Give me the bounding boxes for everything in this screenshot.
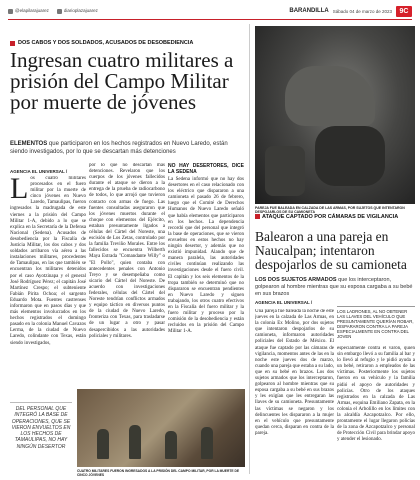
main-byline: AGENCIA EL UNIVERSAL / [10, 169, 68, 174]
photo-shape [315, 126, 385, 186]
side-byline: AGENCIA EL UNIVERSAL / [255, 300, 313, 305]
side-kicker-text: ATAQUE CAPTADO POR CÁMARAS DE VIGILANCIA [262, 214, 399, 220]
side-column-1: Una pareja fue baleada la noche de este jueves en la calzada de Las Armas, en la colonia Ex Molino, por dos sujetos que intentaron despojarlos de su camioneta, informaron autoridades policiales del Estado de México. El ataque fue captado por las cámaras de vigilancia, momentos antes de las en la noche este jueves dos de marzo, cuando una pareja que estaba a su lado, que en su bebé en brazos. Los dos sujetos armados que los interceptaron, golpearon al hombre mientras que su esposa cargaba a su bebé en sus brazos y les exigían que les entregaran las llaves de su camioneta. Presuntamente las víctimas se negaron y los delincuentes les dispararon a la mujer en el vehículo que presuntamente quedan cerca, disparan en contra de la pareja. [255, 309, 334, 436]
pull-quote: DEL PERSONAL QUE INTEGRÓ LA BASE DE OPERACIONES, QUE SE VIERON ENVUELTOS EN LOS HECHOS DE TAMAULIPAS, NO HAY NINGÚN DESERTOR [10, 402, 72, 450]
social-item [8, 8, 49, 13]
square-bullet-icon [255, 214, 260, 219]
side-headline: Balearon a una pareja en Naucalpan; intentaron despojarlos de su camioneta [255, 229, 407, 272]
photo-figure [165, 431, 177, 459]
social-handle-2: diarioplazajuarez [63, 8, 98, 14]
header-right [289, 6, 412, 17]
main-kicker [10, 40, 193, 46]
main-column-3 [168, 163, 244, 386]
section-name: BARANDILLA [289, 8, 329, 14]
main-column-1 [10, 176, 86, 386]
photo-shape [265, 146, 305, 196]
main-column-3-text: La Sedena informó que no hay dos desertores en el caso relacionado con los eléctrico que dispararon a una camioneta el pasado 26 de febrero, luego que el Comité de Derechos Humanos de Nuevo Laredo señaló que había elementos que participaron en los hechos. La dependencia recordó que del personal que integró la base de operaciones, que se vieron envueltos en estos hechos no hay ningún desertor, y además que no existió impunidad. Alando que de manera paralela, las autoridades civiles continúan realizando las investigaciones desde el fuero civil. El capitán y los seis elementos de la tropa también se determinó que no dispararon se encuentran pendientes en Nuevo Laredo y siguen trabajando, los otros cuatro efectivos en la Fiscalía del fuero militar y la fuero militar y proceso por la comisión de la desobediencia y están recluidos en la prisión del Campo Militar 1-A. [168, 177, 244, 335]
main-kicker-text: DOS CABOS Y DOS SOLDADOS, ACUSADOS DE DESOBEDIENCIA [18, 40, 194, 46]
photo-shape [285, 66, 375, 126]
side-subhead [255, 277, 415, 298]
side-subhead-lead: LOS DOS SUJETOS ARMADOS [255, 277, 337, 283]
soldiers-photo [77, 389, 245, 467]
column-divider [249, 24, 250, 474]
side-column-2: especialmente contra el varón, quien sin embargo llevó a su familia al bar y lo llevó al refugio y le pidió ayuda a un bebé, retiraron a empleados de las víctimas. Posteriormente los sujetos fueron en su vehículo y la familia pidió el apoyo de autoridades y policías. Otro de los ataques registrados en la calzada de Las Armas, esquina Emiliano Zapata, en la colonia el Arbolillo en los límites con la alcaldía Azcapotzalco. Por ello, prontamente el lugar llegaron policías de la zona de Azcapotzalco y personal de Protección Civil para brindar apoyo y atender el lesionado. [337, 346, 415, 443]
side-kicker [255, 214, 415, 221]
photo-figure [129, 425, 141, 459]
surveillance-photo [255, 26, 415, 204]
header-rule [8, 19, 412, 20]
social-item [57, 8, 98, 13]
social-handle-1: @elapilarajuarez [15, 8, 49, 14]
side-subhead-rest: que los interceptaron, golpearon al hombre mientras que su esposa cargaba a su bebé en sus brazos [255, 277, 413, 297]
column-subtitle: NO HAY DESERTORES, DICE LA SEDENA [168, 163, 244, 175]
main-column-2: por lo que no descartan más detenciones. Revelaron que los cuerpos de los jóvenes fallecidos durante el ataque se dieron a la entrega de la prueba de radiocarbono de todos, lo que arrojó que tuvieron contacto con armas de fuego. Las fuentes consultadas aseguraron que los jóvenes muertos durante el choque con elementos del Ejército, estaban presuntamente ligados a células del Cártel del Noreste, una escisión de Los Zetas, controlado por la familia Treviño Morales. Entre los fallecidos se encuentra Wilberth Maya Estrada "Comandante Willy" o "El Pollo", quien contaba con antecedentes penales con Antonio Treyo y se desempeñaba como sicario del Cártel del Noreste. De acuerdo con investigaciones federales, células del Cártel del Noreste tendrían conflictos armados y equipo táctico en diversos puntos de la ciudad de Nuevo Laredo, fronteriza con Texas, para trasladarse de un lugar a otro y pasar desapercibidos a las autoridades policiales y militares. [89, 163, 165, 339]
drop-cap: L [10, 176, 29, 205]
page-header [8, 4, 412, 18]
issue-date: Sábado 04 de marzo de 2023 [332, 8, 392, 14]
main-column-1-text: os cuatro militares procesados en el fuero militar por la muerte de cinco jóvenes en Nuevo Laredo, Tamaulipas, fueron ingresados la madrugada de este viernes a la prisión del Campo Militar 1-A, debido a lo que se explica en la Secretaría de la Defensa Nacional (Sedena). Acusados de desobediencia por la Fiscalía de Justicia Militar, los dos cabos y dos soldados arribaron vía aérea a las instalaciones militares, procedentes de Tamaulipas, en las que también se encuentran los militares detenidos por el caso Ayotzinapa y el general José Rodríguez Pérez; el capitán José Martínez Crespo; el subteniente Fabián Pirita Ochoa; el sargento Eduardo Mota. Fuentes castrenses informaron que en pasos días y que más elementos involucrados en los hechos registrados el domingo pasado en la colonia Manuel Cavazos Lerma, de la ciudad de Nuevo Laredo, colindante con Texas, están siendo investigados, [10, 176, 86, 346]
main-subhead [10, 141, 242, 156]
newspaper-logo: 9C [396, 6, 412, 17]
main-subhead-lead: ELEMENTOS [10, 141, 48, 147]
main-headline: Ingresan cuatro militares a prisión del Campo Militar por muerte de jóvenes [10, 48, 234, 114]
facebook-icon [57, 9, 62, 14]
photo-figure [201, 427, 213, 459]
social-handles [8, 8, 98, 13]
side-pull-quote: LOS LADRONES, AL NO OBTENER LAS LLAVES DEL VEHÍCULO QUE PRESUNTAMENTE QUERÍAN ROBAR, DISPARARON CONTRA LA PAREJA ESPECIALMENTE EN CONTRA DEL JOVEN [337, 306, 415, 339]
soldiers-photo-caption: CUATRO MILITARES FUERON INGRESADOS A LA PRISIÓN DEL CAMPO MILITAR, POR LA MUERTE DE CINCO JÓVENES [77, 469, 240, 477]
photo-figure [97, 429, 109, 459]
square-bullet-icon [10, 41, 15, 46]
main-subhead-rest: que participaron en los hechos registrados en Nuevo Laredo, están siendo investigados, por lo que se descartan más detenciones [10, 141, 228, 155]
surveillance-photo-caption: PAREJA FUE BALEADA EN CALZADA DE LAS ARMAS, POR SUJETOS QUE INTENTARON DESPOJARLOS DE SU CAMIONETA [255, 206, 405, 215]
twitter-icon [8, 9, 13, 14]
